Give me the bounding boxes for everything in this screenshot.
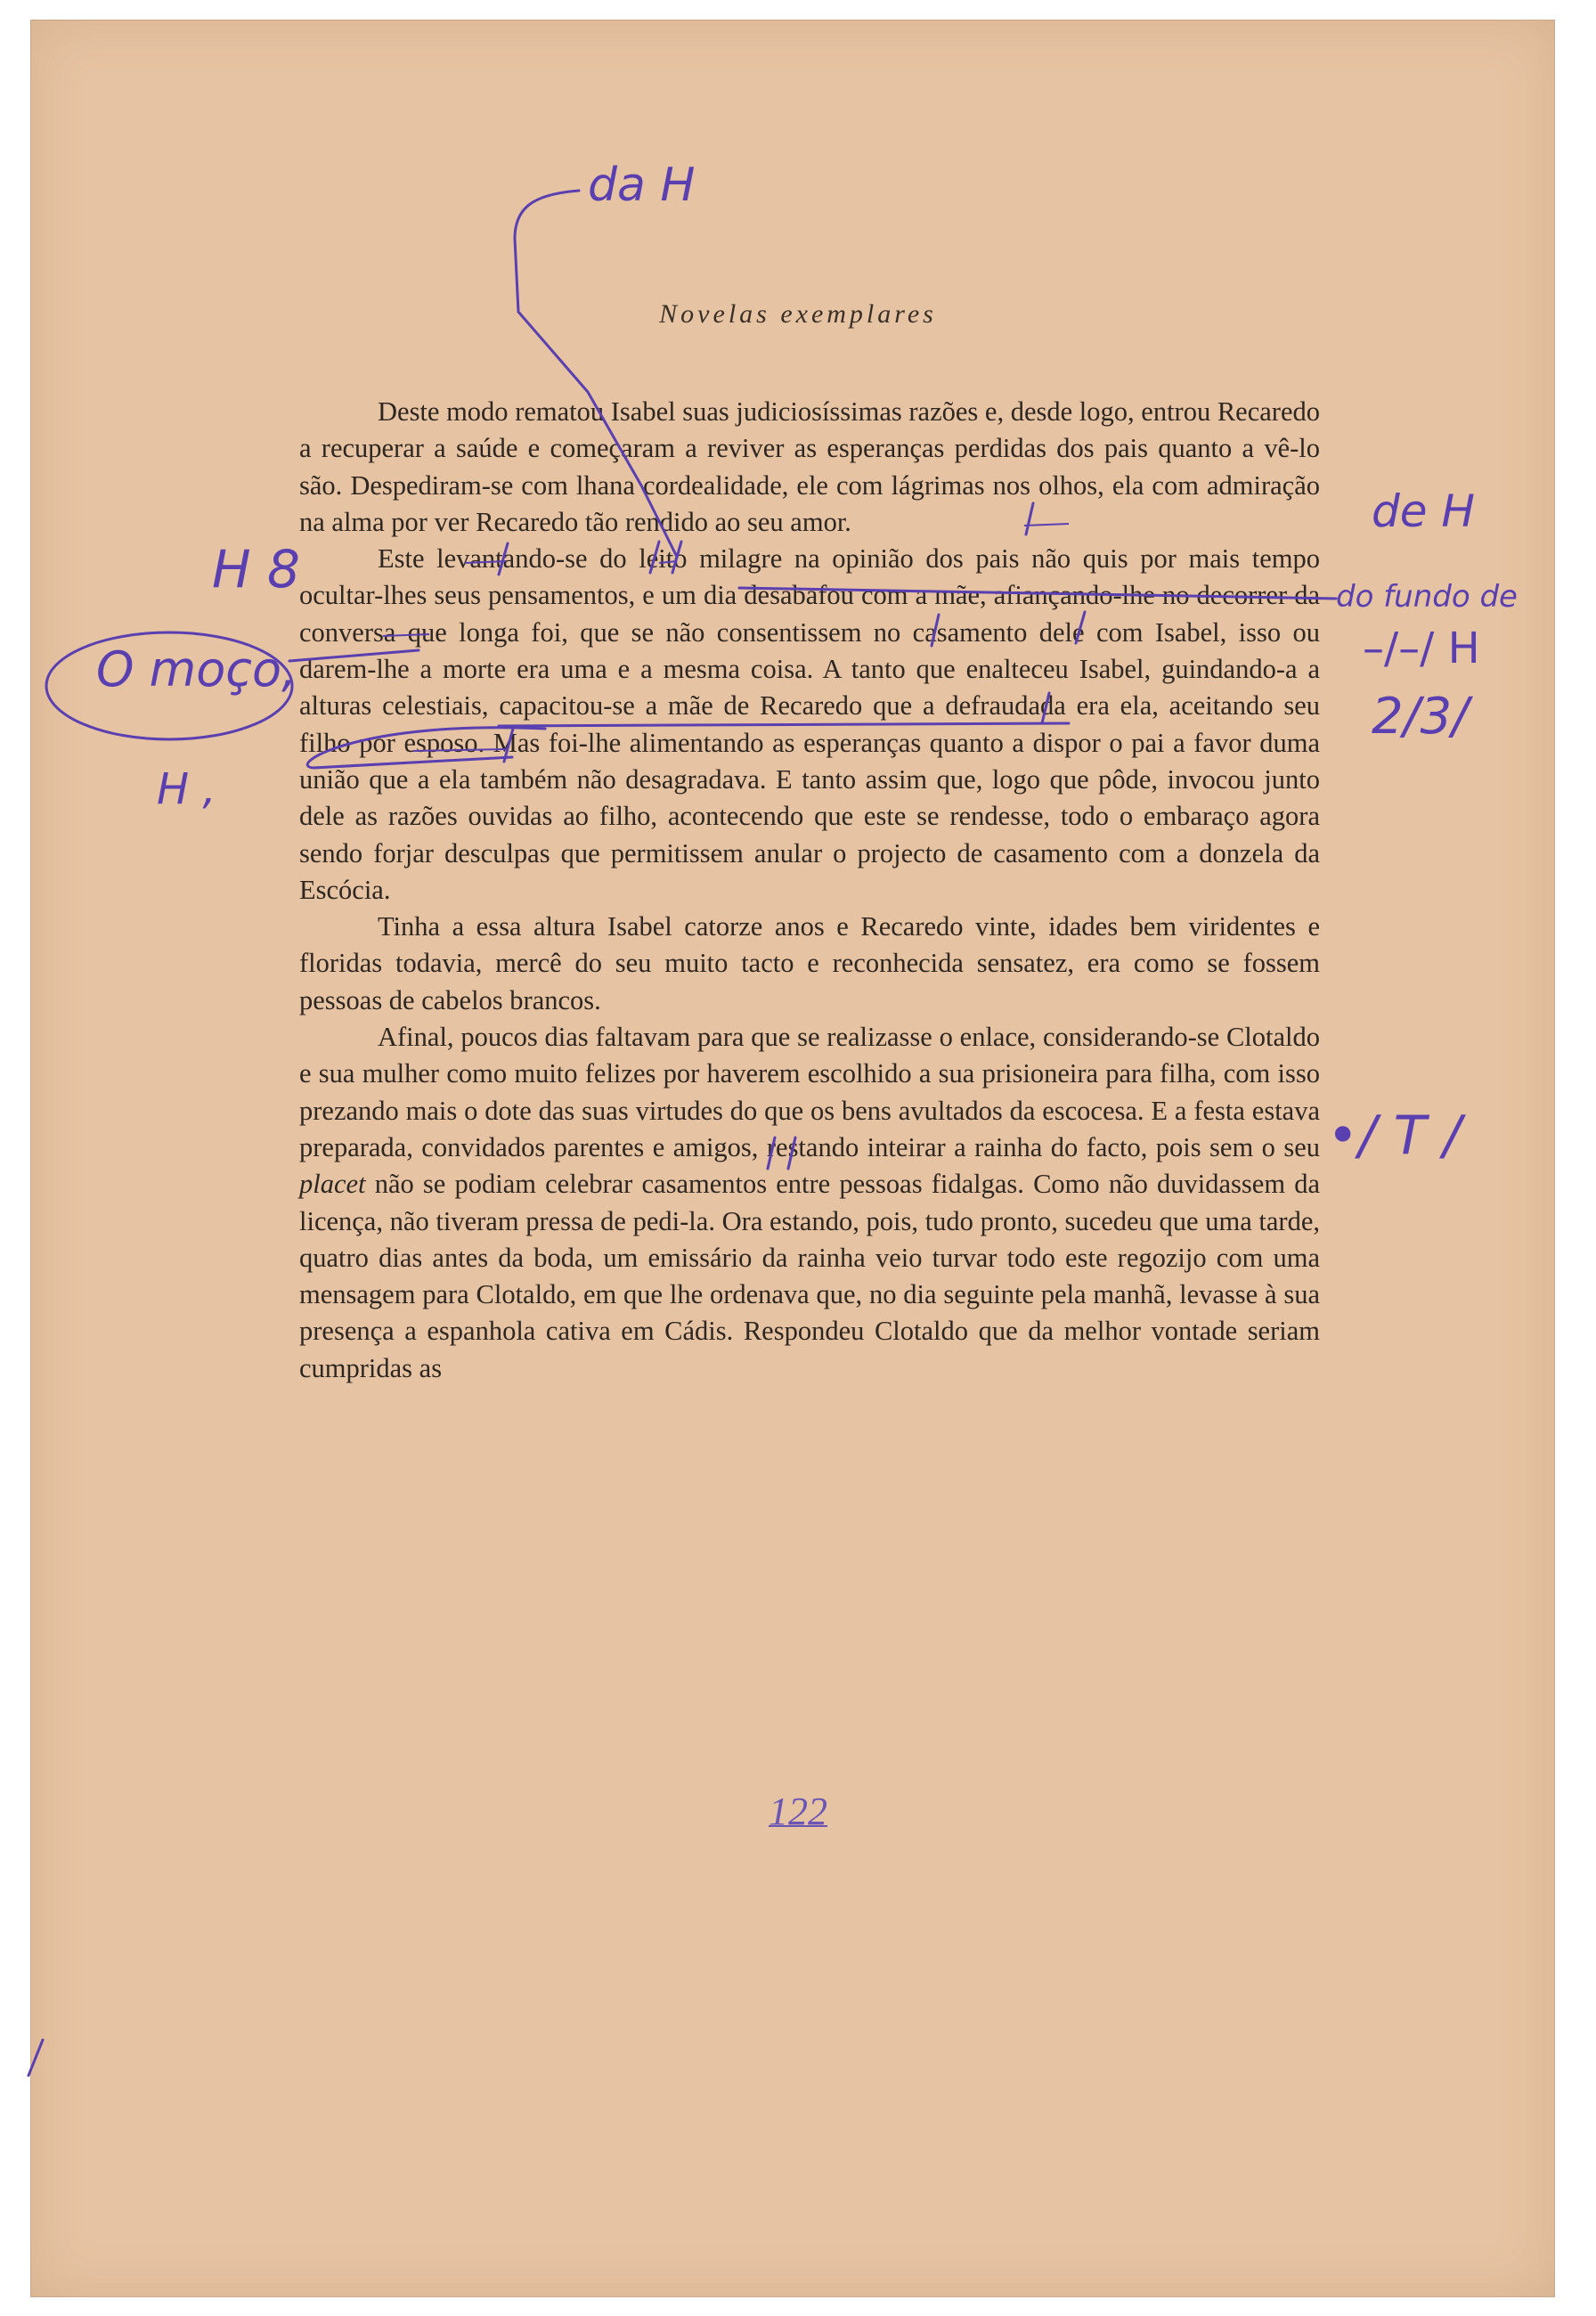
placet-word: placet	[299, 1169, 366, 1200]
left-note-circle	[46, 632, 292, 739]
paragraph-3: Tinha a essa altura Isabel catorze anos e Recaredo vinte, idades bem viridentes e floridas todavia, mercê do seu muito tacto e reconhecida sensatez, era como se fossem pessoas de cabelos brancos.	[299, 911, 1320, 1015]
slash-6	[499, 543, 508, 575]
slash-4	[788, 1138, 795, 1169]
strike-este	[383, 634, 429, 636]
annotation-right-1: de H	[1372, 485, 1475, 537]
paragraph-1: Deste modo rematou Isabel suas judiciosíssimas razões e, desde logo, entrou Recaredo a recuperar a saúde e começaram a reviver as esperanças perdidas dos pais quanto a vê-lo são. Despediram-se com lhana cordealidade, ele com lágrimas nos olhos, ela com admiração na alma por ver Recaredo tão rendido ao seu amor.	[299, 396, 1320, 537]
slash-8	[672, 542, 681, 573]
long-underline	[739, 588, 1336, 599]
strike-com-2	[465, 561, 506, 563]
running-head: Novelas exemplares	[659, 299, 937, 329]
slash-9	[1026, 503, 1033, 534]
annotation-top: da H	[588, 159, 696, 212]
paragraph-4-end: não se podiam celebrar casamentos entre pessoas fidalgas. Como não duvidassem da licença, não tiveram pressa de pedi-la. Ora estando, pois, tudo pronto, sucedeu que uma tarde, quatro dias antes da boda, um emissário da rainha veio turvar todo este regozijo com uma mensagem para Clotaldo, em que lhe ordenava que, no dia seguinte pela manhã, levasse à sua presença a espanhola cativa em Cádis. Respondeu Clotaldo que da melhor vontade seriam cumpridas as	[299, 1169, 1320, 1383]
loop-mark	[307, 728, 545, 768]
paragraph-4-start: Afinal, poucos dias faltavam para que se realizasse o enlace, considerando-se Clotaldo e sua mulher como muito felizes por haverem escolhido a sua prisioneira para filha, com isso prezando mais o dote das suas virtudes do que os bens avultados da escocesa. E a festa estava preparada, convidados parentes e amigos, restando inteirar a rainha do facto, pois sem o seu	[299, 1022, 1320, 1162]
annotation-right-5: •/ T /	[1327, 1105, 1462, 1167]
slash-2	[1076, 612, 1085, 643]
annotation-left-3: H ,	[157, 764, 216, 814]
slash-5	[1042, 693, 1049, 723]
slash-3	[768, 1138, 775, 1169]
bracket-stroke	[515, 191, 677, 557]
page-number: 122	[769, 1790, 827, 1833]
annotation-left-1: H 8	[212, 539, 300, 599]
paragraph-2: Este levantando-se do leito milagre na opinião dos pais não quis por mais tempo ocultar-lhes seus pensamentos, e um dia desabafou com a mãe, afiançando-lhe no decorrer da conversa que longa foi, que se não consentissem no casamento dele com Isabel, isso ou darem-lhe a morte era uma e a mesma coisa. A tanto que enalteceu Isabel, guindando-a a alturas celestiais, capacitou-se a mãe de Recaredo que a defraudada era ela, aceitando seu filho por esposo. Mas foi-lhe alimentando as esperanças quanto a dispor o pai a favor duma união que a ela também não desagradava. E tanto assim que, logo que pôde, invocou junto dele as razões ouvidas ao filho, acontecendo que este se rendesse, todo o embaraço agora sendo forjar desculpas que permitissem anular o projecto de casamento com a donzela da Escócia.	[299, 543, 1320, 905]
annotation-right-2: do fundo de	[1336, 579, 1518, 615]
strike-com-1	[1024, 524, 1069, 526]
margin-stroke	[28, 2040, 43, 2075]
annotation-right-4: 2/3/	[1372, 688, 1469, 746]
underline-conversa	[499, 723, 1069, 726]
annotation-left-2: O moço,	[96, 641, 297, 697]
annotation-right-3: –/–/ H	[1363, 624, 1480, 673]
slash-1	[932, 615, 939, 646]
slash-7	[650, 542, 659, 573]
strike-foi-que	[413, 749, 508, 751]
arrow-left-note	[289, 650, 419, 661]
